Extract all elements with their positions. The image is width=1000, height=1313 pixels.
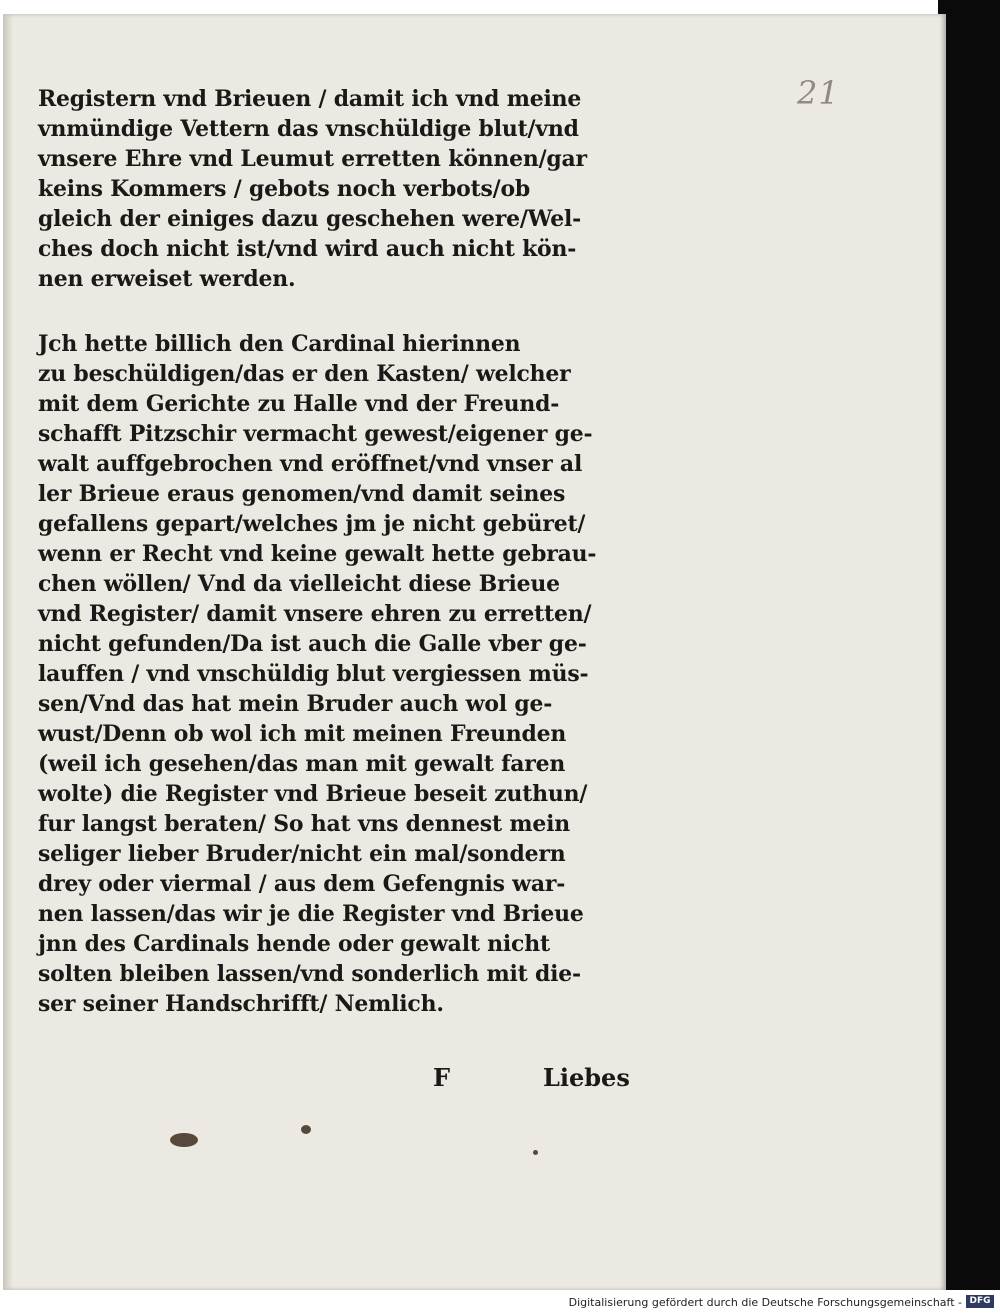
page-gutter-shadow xyxy=(3,14,13,1290)
text-line: nicht gefunden/Da ist auch die Galle vber ge- xyxy=(38,631,587,657)
text-line: zu beschüldigen/das er den Kasten/ welcher xyxy=(38,361,571,387)
text-line: gleich der einiges dazu geschehen were/Wel- xyxy=(38,206,582,232)
text-line: keins Kommers / gebots noch verbots/ob xyxy=(38,176,531,202)
text-line: ler Brieue eraus genomen/vnd damit seines xyxy=(38,481,566,507)
body-text xyxy=(38,84,648,1019)
scanner-backdrop xyxy=(938,0,1000,1290)
text-line: solten bleiben lassen/vnd sonderlich mit die- xyxy=(38,961,581,987)
text-line: Jch hette billich den Cardinal hierinnen xyxy=(38,331,521,357)
text-line: vnd Register/ damit vnsere ehren zu erretten/ xyxy=(38,601,592,627)
paragraph-gap xyxy=(38,294,648,329)
text-line: schafft Pitzschir vermacht gewest/eigener ge- xyxy=(38,421,593,447)
dfg-logo: DFG xyxy=(966,1295,994,1308)
folio-number: 21 xyxy=(797,74,840,112)
ink-stain xyxy=(170,1133,198,1147)
text-line: mit dem Gerichte zu Halle vnd der Freund- xyxy=(38,391,560,417)
text-line: vnmündige Vettern das vnschüldige blut/vnd xyxy=(38,116,579,142)
text-line: wolte) die Register vnd Brieue beseit zuthun/ xyxy=(38,781,588,807)
text-line: walt auffgebrochen vnd eröffnet/vnd vnser al xyxy=(38,451,583,477)
catchword: Liebes xyxy=(543,1063,630,1092)
text-line: chen wöllen/ Vnd da vielleicht diese Brieue xyxy=(38,571,560,597)
text-line: wust/Denn ob wol ich mit meinen Freunden xyxy=(38,721,567,747)
text-line: fur langst beraten/ So hat vns dennest mein xyxy=(38,811,570,837)
text-line: ser seiner Handschrifft/ Nemlich. xyxy=(38,991,444,1017)
footer-credit: Digitalisierung gefördert durch die Deutsche Forschungsgemeinschaft - xyxy=(568,1296,962,1309)
text-line: gefallens gepart/welches jm je nicht gebüret/ xyxy=(38,511,586,537)
text-line: Registern vnd Brieuen / damit ich vnd meine xyxy=(38,86,582,112)
text-line: (weil ich gesehen/das man mit gewalt faren xyxy=(38,751,566,777)
ink-stain xyxy=(301,1125,311,1134)
text-line: jnn des Cardinals hende oder gewalt nicht xyxy=(38,931,550,957)
text-line: ches doch nicht ist/vnd wird auch nicht kön- xyxy=(38,236,577,262)
text-line: seliger lieber Bruder/nicht ein mal/sondern xyxy=(38,841,566,867)
text-line: wenn er Recht vnd keine gewalt hette gebrau- xyxy=(38,541,597,567)
text-line: lauffen / vnd vnschüldig blut vergiessen müs- xyxy=(38,661,589,687)
text-line: sen/Vnd das hat mein Bruder auch wol ge- xyxy=(38,691,553,717)
text-line: nen erweiset werden. xyxy=(38,266,296,292)
ink-stain xyxy=(533,1150,538,1155)
text-line: nen lassen/das wir je die Register vnd Brieue xyxy=(38,901,584,927)
text-line: drey oder viermal / aus dem Gefengnis war- xyxy=(38,871,566,897)
text-line: vnsere Ehre vnd Leumut erretten können/gar xyxy=(38,146,587,172)
signature-mark: F xyxy=(433,1063,451,1092)
